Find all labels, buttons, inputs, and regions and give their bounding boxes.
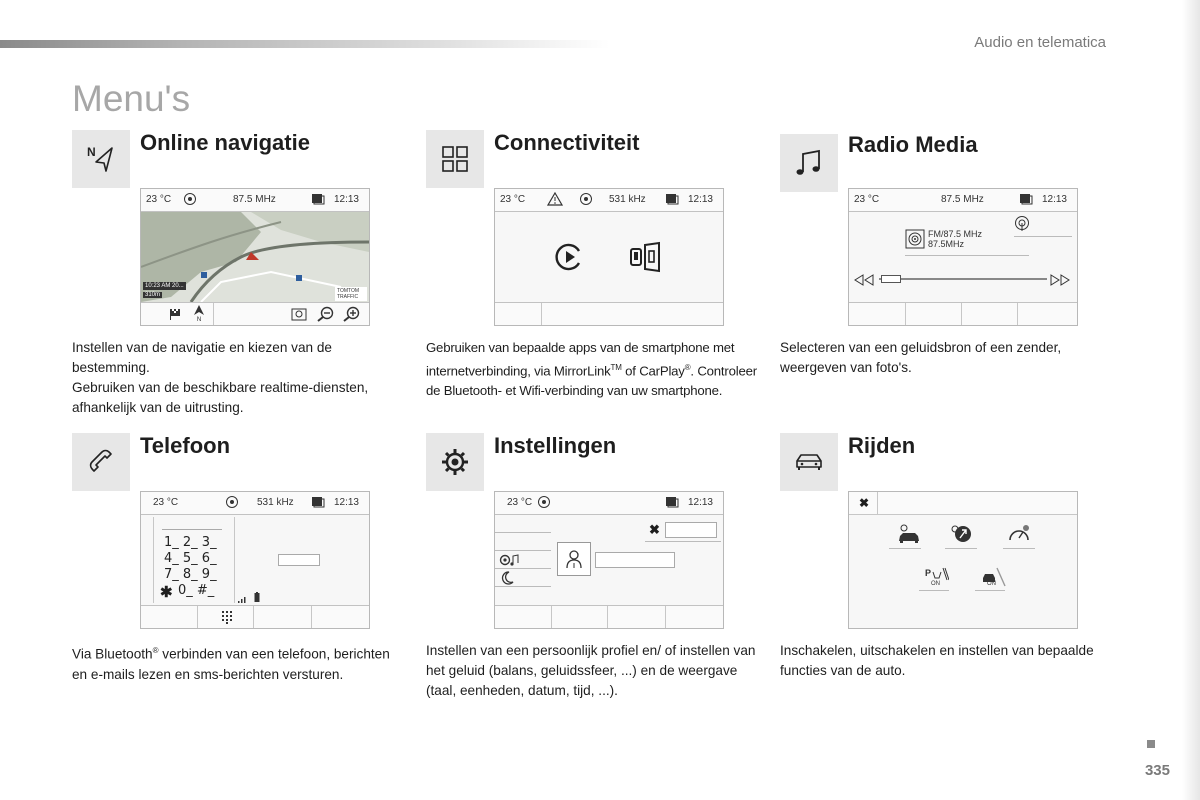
menu-line	[495, 568, 551, 569]
description-text: verbinden van een telefoon, berichten en e-mails lezen en sms-berichten versturen.	[72, 646, 390, 682]
dialpad-icon[interactable]	[221, 610, 233, 629]
profile-name-field[interactable]	[595, 552, 675, 568]
temperature: 23 °C	[854, 194, 880, 205]
section-telefoon	[72, 433, 402, 733]
clock: 12:13	[1041, 194, 1067, 205]
description-line: Instellen van een persoonlijk profiel en/ of instellen van het geluid (balans, geluidssfeer, ...) en de weergave (taal, eenheden, datum, tijd, ...).	[426, 643, 756, 698]
phone-screen	[140, 491, 370, 629]
status-bar	[495, 189, 723, 212]
toolbar-divider	[1017, 303, 1018, 325]
message-icon	[311, 496, 325, 511]
section-title: Radio Media	[848, 132, 978, 157]
icon-underline	[945, 548, 977, 549]
station-underline	[905, 255, 1029, 256]
radio-signal-icon	[537, 495, 551, 512]
chapter-label: Audio en telematica	[974, 34, 1106, 51]
description-line: Gebruiken van de beschikbare realtime-diensten, afhankelijk van de uitrusting.	[72, 380, 369, 415]
radio-signal-icon[interactable]	[1014, 215, 1030, 236]
temperature: 23 °C	[153, 497, 179, 508]
description-line: Inschakelen, uitschakelen en instellen van bepaalde functies van de auto.	[780, 643, 1094, 678]
keypad-row[interactable]: 7_ 8_ 9_	[164, 567, 217, 582]
description-line: Instellen van de navigatie en kiezen van de bestemming.	[72, 340, 332, 375]
speed-limit-icon[interactable]	[1007, 524, 1031, 549]
registered-mark: ®	[684, 363, 691, 372]
toolbar-divider	[877, 492, 878, 514]
seek-back-icon[interactable]	[853, 273, 875, 291]
frequency: 531 kHz	[609, 194, 646, 205]
zoom-in-icon[interactable]	[343, 306, 361, 326]
menu-line	[495, 550, 551, 551]
temperature: 23 °C	[500, 194, 526, 205]
close-icon[interactable]: ✖	[859, 496, 870, 510]
warning-icon	[547, 192, 563, 209]
profile-button[interactable]	[557, 542, 591, 576]
message-icon	[665, 193, 679, 208]
toolbar-divider	[551, 606, 552, 628]
status-bar	[849, 189, 1077, 212]
nav-toolbar	[141, 302, 369, 325]
message-icon	[311, 193, 325, 208]
compass-icon[interactable]	[193, 305, 205, 323]
bottom-bar	[495, 302, 723, 325]
section-title: Instellingen	[494, 433, 617, 458]
radio-signal-icon	[225, 495, 239, 512]
frequency: 531 kHz	[257, 497, 294, 508]
header-gradient-bar	[0, 40, 610, 48]
page-title: Menu's	[72, 78, 191, 119]
map-distance-label: 310m	[145, 292, 161, 298]
keypad-panel	[153, 517, 235, 603]
section-instellingen	[426, 433, 756, 733]
music-note-icon[interactable]	[780, 134, 838, 192]
section-description	[426, 641, 758, 701]
svg-text:P: P	[925, 568, 932, 578]
bottom-bar	[141, 605, 369, 628]
icon-underline	[919, 590, 949, 591]
status-bar	[495, 492, 723, 515]
icon-underline	[975, 590, 1005, 591]
section-radio-media	[780, 130, 1110, 430]
field-underline	[645, 541, 721, 542]
keypad-row[interactable]: 0_ #_	[178, 583, 215, 598]
message-icon	[1019, 193, 1033, 208]
status-bar	[141, 492, 369, 515]
settings-screen	[494, 491, 724, 629]
toolbar-divider	[607, 606, 608, 628]
navigation-screen	[140, 188, 370, 326]
close-area	[849, 492, 1077, 515]
toolbar-divider	[253, 606, 254, 628]
station-frequency: FM/87.5 MHz	[928, 229, 983, 239]
compass-label: N	[196, 317, 202, 323]
grid-icon[interactable]	[426, 130, 484, 188]
navigation-icon[interactable]	[72, 130, 130, 188]
keypad-row[interactable]: 1_ 2_ 3_	[164, 535, 217, 550]
eco-mode-icon[interactable]	[951, 524, 973, 549]
toolbar-divider	[905, 303, 906, 325]
trademark-mark: TM	[610, 363, 622, 372]
seek-forward-icon[interactable]	[1049, 273, 1071, 291]
toolbar-divider	[665, 606, 666, 628]
page-edge	[1182, 0, 1200, 800]
page-number: 335	[1144, 762, 1170, 779]
toolbar-divider	[961, 303, 962, 325]
frequency: 87.5 MHz	[941, 194, 984, 205]
clock: 12:13	[687, 194, 713, 205]
description-text: . Controleer de Bluetooth- et Wifi-verbinding van uw smartphone.	[426, 363, 757, 399]
settings-icon[interactable]	[426, 433, 484, 491]
status-bar	[141, 189, 369, 212]
contact-field[interactable]	[278, 554, 320, 566]
toolbar-divider	[311, 606, 312, 628]
vehicle-settings-icon[interactable]	[897, 524, 921, 549]
toolbar-divider	[541, 303, 542, 325]
section-description	[426, 338, 758, 401]
clock: 12:13	[687, 497, 713, 508]
connectivity-screen	[494, 188, 724, 326]
section-description	[780, 641, 1112, 681]
keypad-top-line	[162, 529, 222, 530]
profile-icon	[565, 549, 583, 574]
slider-handle[interactable]	[881, 275, 901, 283]
section-rijden	[780, 433, 1110, 733]
station-name: 87.5MHz	[928, 239, 965, 249]
page-marker	[1147, 740, 1155, 748]
park-sensor-state: ON	[931, 581, 940, 587]
section-connectiviteit	[426, 130, 756, 430]
section-title: Telefoon	[140, 433, 231, 458]
section-description	[72, 338, 404, 418]
radio-screen	[848, 188, 1078, 326]
radio-station-icon	[905, 229, 925, 254]
audio-settings-icon[interactable]	[498, 553, 520, 572]
signal-underline	[1014, 236, 1072, 237]
svg-text:N: N	[87, 145, 96, 159]
section-title: Connectiviteit	[494, 130, 640, 155]
zoom-out-icon[interactable]	[317, 306, 335, 326]
temperature: 23 °C	[146, 194, 172, 205]
bottom-bar	[849, 302, 1077, 325]
lane-assist-icon[interactable]	[979, 566, 1007, 593]
message-icon	[665, 496, 679, 511]
destination-flag-icon[interactable]	[169, 307, 181, 325]
phone-icon[interactable]	[72, 433, 130, 491]
registered-mark: ®	[152, 646, 159, 655]
car-icon[interactable]	[780, 433, 838, 491]
lane-assist-state: ON	[987, 581, 996, 587]
icon-underline	[889, 548, 921, 549]
frequency-slider[interactable]	[879, 278, 1047, 280]
map-view[interactable]	[141, 212, 369, 302]
map-settings-icon[interactable]	[291, 306, 309, 326]
radio-signal-icon	[579, 192, 593, 209]
carplay-play-icon[interactable]	[553, 241, 585, 278]
clock: 12:13	[333, 497, 359, 508]
tomtom-logo: TOMTOM TRAFFIC	[335, 287, 367, 301]
temperature: 23 °C	[507, 497, 533, 508]
description-line: Selecteren van een geluidsbron of een zender, weergeven van foto's.	[780, 340, 1062, 375]
section-description	[780, 338, 1112, 378]
mirrorlink-phone-icon[interactable]	[629, 241, 665, 278]
keypad-row[interactable]: 4_ 5_ 6_	[164, 551, 217, 566]
section-title: Online navigatie	[140, 130, 310, 155]
text-field[interactable]	[665, 522, 717, 538]
bottom-bar	[495, 605, 723, 628]
menu-line	[495, 532, 551, 533]
icon-underline	[1003, 548, 1035, 549]
driving-screen	[848, 491, 1078, 629]
section-title: Rijden	[848, 433, 916, 458]
close-icon[interactable]: ✖	[649, 522, 660, 537]
section-online-navigatie	[72, 130, 402, 430]
night-mode-icon[interactable]	[500, 571, 514, 590]
description-text: Via Bluetooth	[72, 646, 153, 662]
frequency: 87.5 MHz	[233, 194, 276, 205]
radio-signal-icon	[183, 192, 197, 209]
map-time-label: 10:23 AM 20...	[145, 283, 184, 289]
description-text: Gebruiken van bepaalde apps van de smartphone met internetverbinding, via MirrorLink	[426, 340, 735, 379]
toolbar-divider	[197, 606, 198, 628]
description-text: of CarPlay	[621, 363, 685, 379]
menu-line	[495, 586, 551, 587]
clock: 12:13	[333, 194, 359, 205]
section-description	[72, 641, 404, 685]
toolbar-divider	[213, 303, 214, 325]
star-key-icon[interactable]: ✱	[160, 584, 173, 601]
